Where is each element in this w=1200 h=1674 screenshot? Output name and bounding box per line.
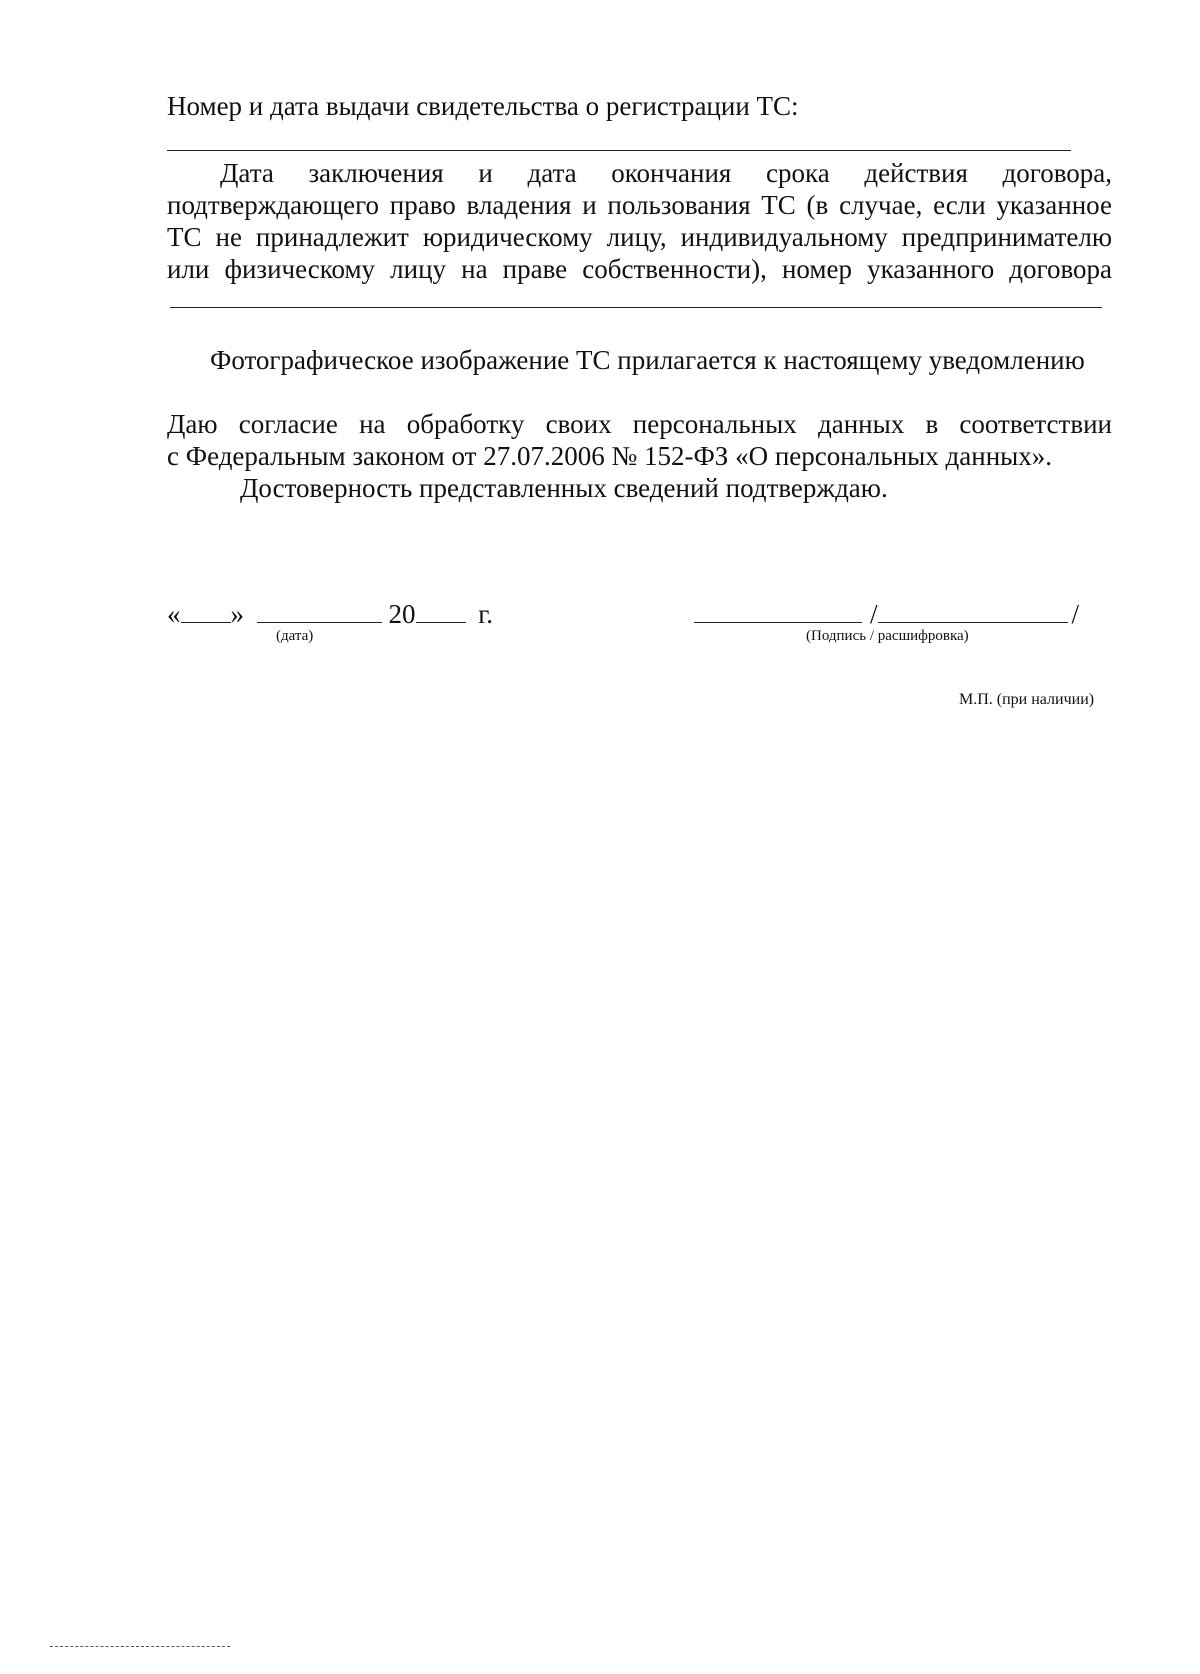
signature-blank[interactable]: [694, 598, 862, 623]
contract-paragraph: [167, 157, 1112, 285]
open-quote: «: [167, 599, 181, 629]
contract-line-4: или физическому лицу на праве собственности), номер указанного договора: [167, 254, 1112, 284]
consent-line-2: с Федеральным законом от 27.07.2006 № 152-ФЗ «О персональных данных».: [167, 441, 1053, 471]
photo-note: Фотографическое изображение ТС прилагается к настоящему уведомлению: [210, 345, 1085, 375]
signature-slash-1: /: [870, 599, 878, 629]
signature-field: [694, 598, 1079, 630]
signature-caption: (Подпись / расшифровка): [806, 628, 969, 644]
year-prefix: 20: [388, 599, 416, 629]
name-transcript-blank[interactable]: [878, 598, 1068, 623]
footer-scan-line: [50, 1646, 230, 1647]
registration-blank-line: [167, 150, 1071, 151]
contract-blank-line: [170, 307, 1102, 308]
date-caption: (дата): [276, 628, 314, 644]
stamp-note: М.П. (при наличии): [959, 691, 1095, 708]
year-blank[interactable]: [416, 598, 466, 623]
contract-line-3: ТС не принадлежит юридическому лицу, индивидуальному предпринимателю: [167, 222, 1112, 252]
month-blank[interactable]: [257, 598, 382, 623]
year-suffix: г.: [478, 599, 494, 629]
contract-line-1: Дата заключения и дата окончания срока действия договора,: [220, 158, 1112, 188]
consent-line-3: Достоверность представленных сведений подтверждаю.: [240, 473, 888, 503]
date-field: [167, 598, 493, 630]
close-quote: »: [230, 599, 244, 629]
signature-slash-2: /: [1071, 599, 1080, 629]
day-blank[interactable]: [181, 598, 231, 623]
registration-label: Номер и дата выдачи свидетельства о регистрации ТС:: [167, 91, 799, 121]
contract-line-2: подтверждающего право владения и пользования ТС (в случае, если указанное: [167, 190, 1112, 220]
consent-line-1: Даю согласие на обработку своих персональных данных в соответствии: [167, 409, 1112, 439]
